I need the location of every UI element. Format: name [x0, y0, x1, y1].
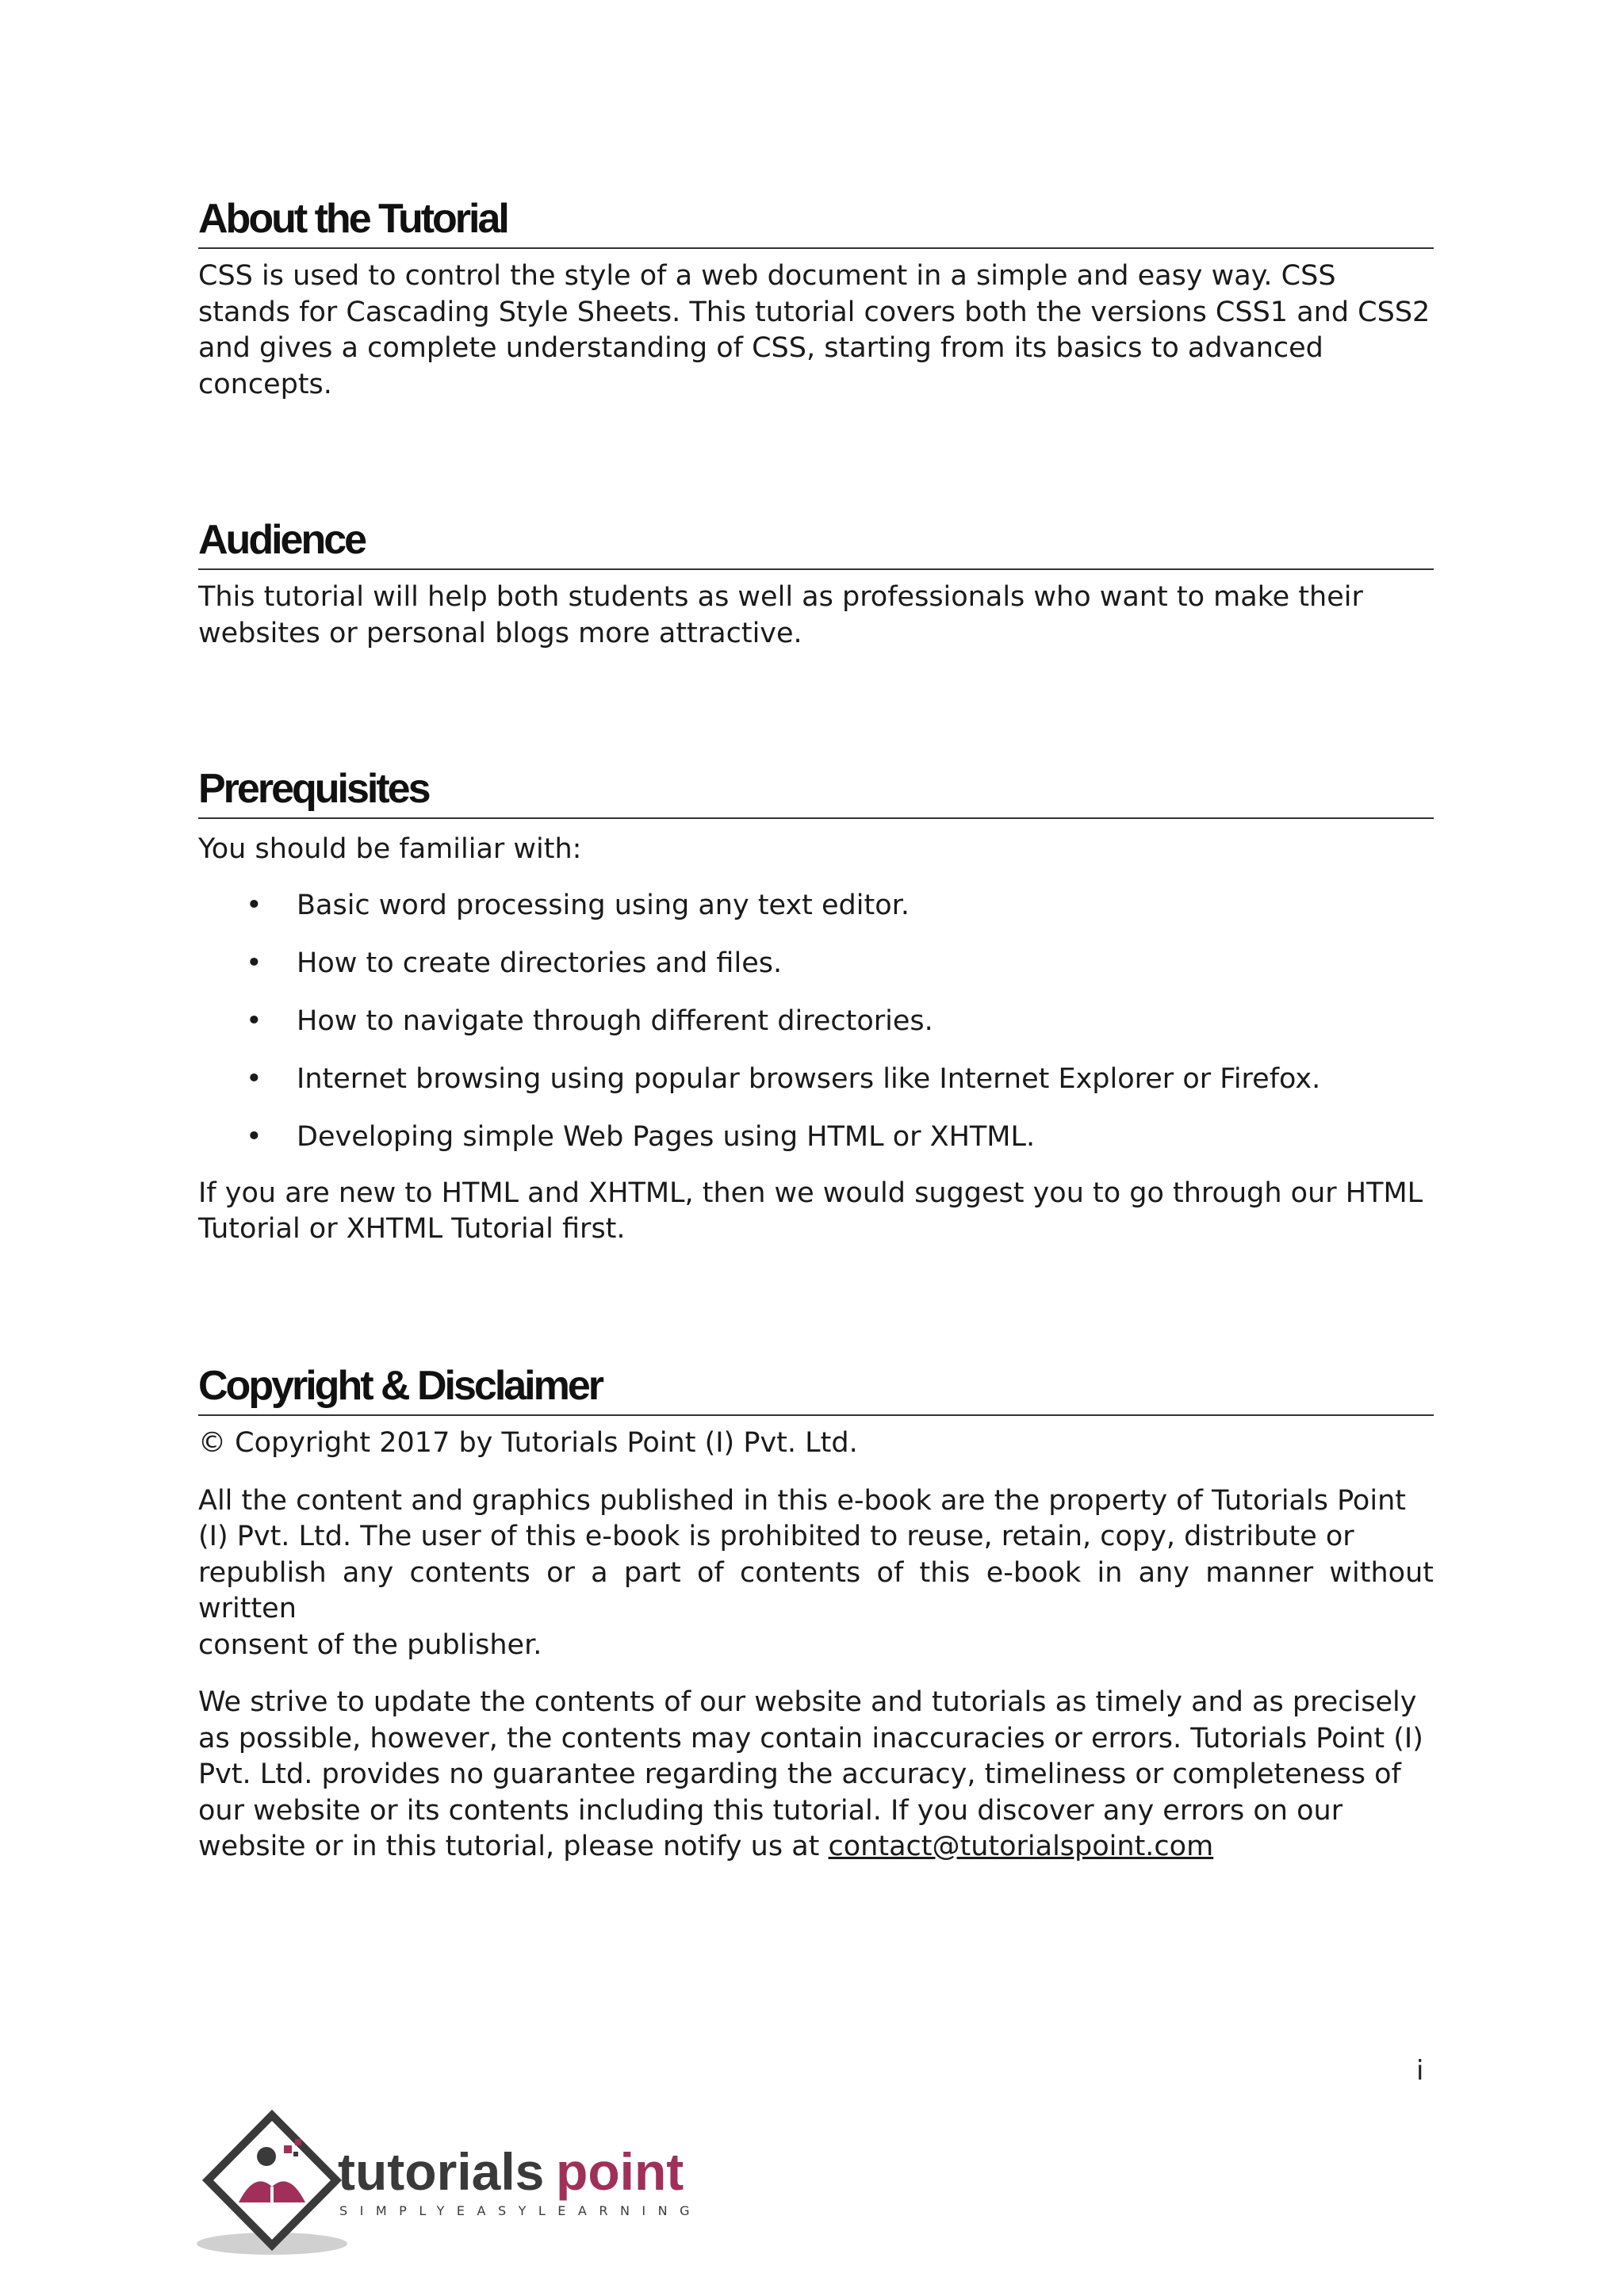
tutorialspoint-logo [195, 2107, 703, 2258]
copyright-p2-line-3: Pvt. Ltd. provides no guarantee regarding the accuracy, timeliness or completeness of [198, 1758, 1401, 1790]
audience-paragraph [198, 580, 1434, 652]
section-about [198, 195, 1434, 403]
section-heading-about: About the Tutorial [198, 195, 1434, 249]
section-heading-copyright: Copyright & Disclaimer [198, 1362, 1434, 1416]
logo-diamond [208, 2115, 336, 2245]
list-item: • How to navigate through different directories. [198, 1004, 1434, 1040]
copyright-p1-line-3: republish any contents or a part of contents of this e-book in any manner without written [198, 1556, 1434, 1624]
bullet-icon: • [246, 889, 262, 921]
prerequisites-intro: You should be familiar with: [198, 833, 582, 865]
bullet-icon: • [246, 1004, 262, 1037]
about-line-3: and gives a complete understanding of CSS, starting from its basics to advanced [198, 332, 1323, 364]
list-item: • How to create directories and files. [198, 946, 1434, 982]
bullet-icon: • [246, 1120, 262, 1153]
prerequisites-outro-line-1: If you are new to HTML and XHTML, then we would suggest you to go through our HTML [198, 1177, 1423, 1209]
logo-pixel-1 [284, 2145, 292, 2153]
about-line-4: concepts. [198, 368, 332, 400]
section-heading-prerequisites: Prerequisites [198, 765, 1434, 819]
copyright-p1-line-4: consent of the publisher. [198, 1628, 542, 1661]
copyright-p1-line-1: All the content and graphics published in this e-book are the property of Tutorials Point [198, 1484, 1406, 1517]
about-line-1: CSS is used to control the style of a web document in a simple and easy way. CSS [198, 260, 1336, 292]
bullet-icon: • [246, 1062, 262, 1095]
logo-text-tutorials: tutorials [338, 2142, 545, 2201]
bullet-icon: • [246, 947, 262, 979]
about-paragraph [198, 258, 1434, 403]
logo-pixel-2 [295, 2139, 301, 2145]
list-item: • Internet browsing using popular browsers like Internet Explorer or Firefox. [198, 1062, 1434, 1098]
prerequisites-list [198, 888, 1434, 1156]
copyright-notice: © Copyright 2017 by Tutorials Point (I) Pvt. Ltd. [198, 1427, 858, 1459]
contact-email-link[interactable]: contact@tutorialspoint.com [828, 1831, 1214, 1862]
prerequisites-outro [198, 1176, 1434, 1248]
copyright-p2-line-4: our website or its contents including this tutorial. If you discover any errors on our [198, 1794, 1343, 1827]
copyright-p2-line-1: We strive to update the contents of our website and tutorials as timely and as precisely [198, 1686, 1417, 1718]
section-copyright [198, 1362, 1434, 1866]
logo-pixel-3 [293, 2152, 298, 2156]
copyright-p2-line-5: website or in this tutorial, please notify us at contact@tutorialspoint.com [198, 1831, 1214, 1862]
logo-text-point: point [556, 2142, 684, 2201]
page-number: i [1416, 2055, 1424, 2087]
section-prerequisites [198, 765, 1434, 1248]
section-audience [198, 516, 1434, 652]
audience-line-2: websites or personal blogs more attractive. [198, 617, 802, 649]
logo-person-head [257, 2147, 276, 2166]
list-item: • Developing simple Web Pages using HTML or XHTML. [198, 1119, 1434, 1156]
section-heading-audience: Audience [198, 516, 1434, 570]
about-line-2: stands for Cascading Style Sheets. This tutorial covers both the versions CSS1 and CSS2 [198, 296, 1431, 328]
logo-tagline: SIMPLYEASYLEARNING [339, 2203, 703, 2218]
prerequisites-outro-line-2: Tutorial or XHTML Tutorial first. [198, 1213, 626, 1245]
copyright-p1-line-2: (I) Pvt. Ltd. The user of this e-book is prohibited to reuse, retain, copy, distribute or [198, 1521, 1354, 1552]
copyright-paragraph-2 [198, 1685, 1434, 1866]
audience-line-1: This tutorial will help both students as well as professionals who want to make their [198, 581, 1363, 613]
copyright-paragraph-1 [198, 1483, 1434, 1664]
list-item: • Basic word processing using any text editor. [198, 888, 1434, 924]
copyright-p2-line-2: as possible, however, the contents may contain inaccuracies or errors. Tutorials Point (I) [198, 1722, 1423, 1755]
